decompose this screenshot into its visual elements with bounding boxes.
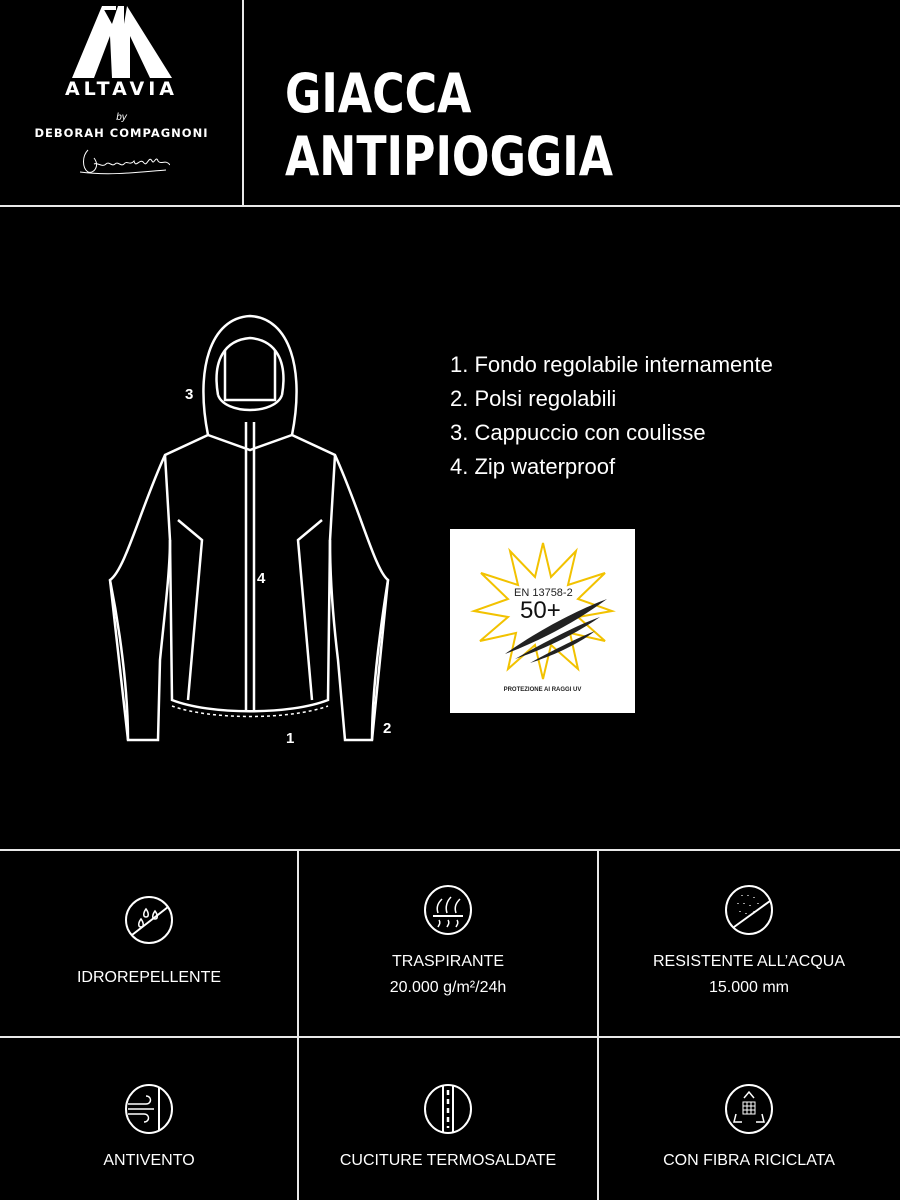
property-label: CUCITURE TERMOSALDATE [339, 1152, 557, 1169]
by-text: by [116, 112, 127, 123]
uv-caption: PROTEZIONE AI RAGGI UV [503, 687, 582, 693]
feature-item: 1. Fondo regolabile internamente [450, 352, 773, 377]
property-recycled-fiber [598, 1084, 900, 1174]
altavia-mountain-icon [72, 6, 172, 78]
property-label: ANTIVENTO [103, 1152, 195, 1169]
signature [80, 146, 170, 176]
callout-1: 1 [286, 730, 295, 747]
property-sealed-seams [298, 1084, 598, 1174]
brand-logo [0, 0, 243, 206]
feature-item: 2. Polsi regolabili [450, 386, 617, 411]
water-resistant-icon [724, 885, 774, 935]
divider [0, 1036, 900, 1038]
property-detail: 15.000 mm [708, 979, 790, 996]
sealed-seams-icon [423, 1084, 473, 1134]
jacket-illustration [100, 310, 400, 750]
feature-item: 3. Cappuccio con coulisse [450, 420, 706, 445]
property-detail: 20.000 g/m²/24h [389, 979, 507, 996]
property-water-repellent [0, 895, 298, 991]
property-water-resistant [598, 885, 900, 1001]
callout-2: 2 [383, 720, 392, 737]
uv-protection-badge [450, 529, 635, 713]
property-label: RESISTENTE ALL’ACQUA [652, 953, 846, 970]
recycled-fiber-icon [724, 1084, 774, 1134]
brand-name: ALTAVIA [64, 78, 179, 100]
property-label: IDROREPELLENTE [76, 969, 222, 986]
property-label: CON FIBRA RICICLATA [663, 1152, 835, 1169]
feature-list [450, 348, 773, 484]
callout-3: 3 [185, 386, 194, 403]
divider [0, 849, 900, 851]
uv-rating: 50+ [520, 597, 561, 624]
windproof-icon [124, 1084, 174, 1134]
page-title: GIACCA ANTIPIOGGIA [285, 62, 614, 188]
property-windproof [0, 1084, 298, 1174]
uv-standard: EN 13758-2 [514, 587, 573, 599]
designer-name: DEBORAH COMPAGNONI [34, 126, 209, 140]
jacket-diagram [100, 310, 400, 755]
property-label: TRASPIRANTE [391, 953, 504, 970]
callout-4: 4 [257, 570, 266, 587]
property-breathable [298, 885, 598, 1001]
feature-item: 4. Zip waterproof [450, 454, 616, 479]
water-repellent-icon [124, 895, 174, 945]
breathable-icon [423, 885, 473, 935]
